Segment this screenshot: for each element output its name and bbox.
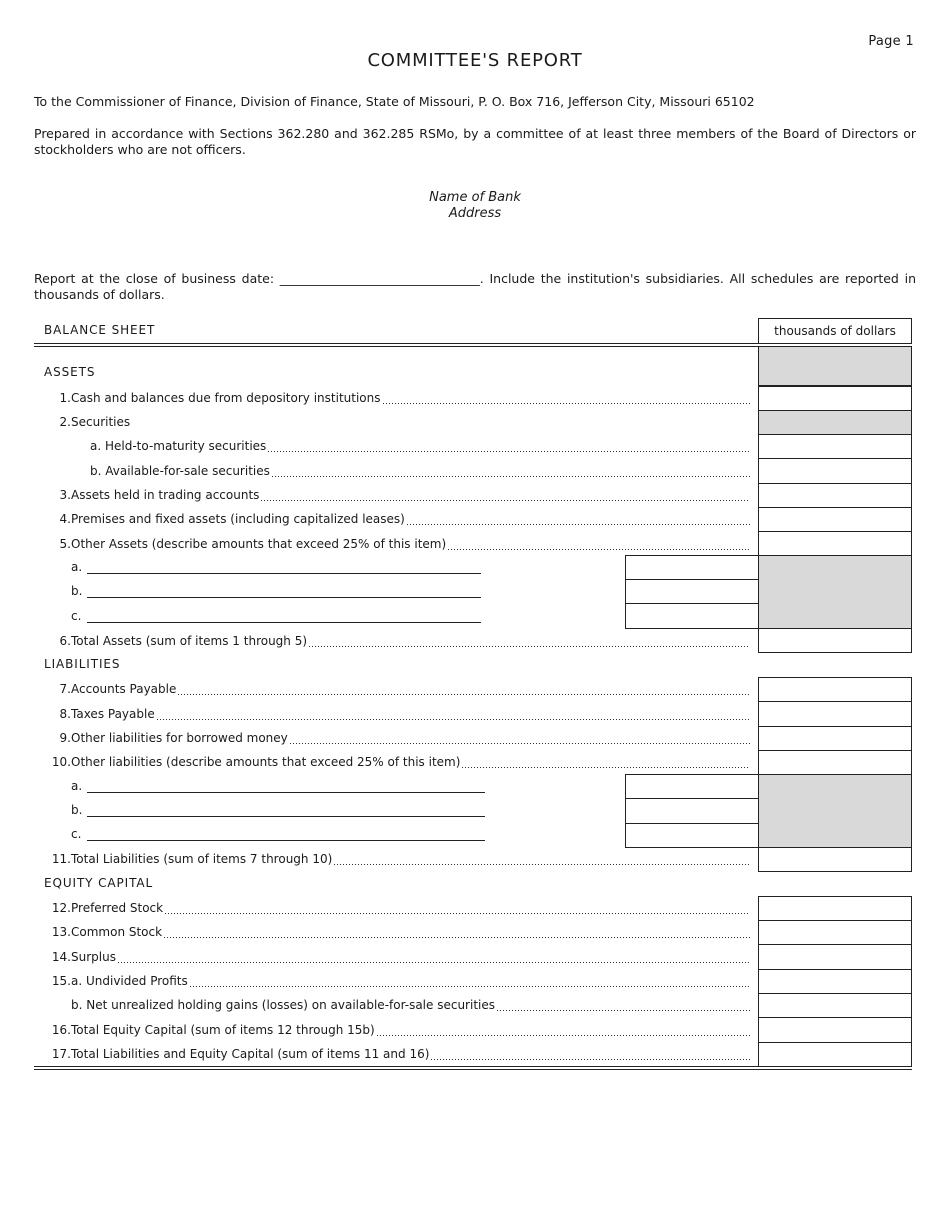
total-equity-amount-input[interactable]	[758, 1017, 912, 1043]
footer-rule-top	[34, 1066, 912, 1067]
other-assets-shaded-cell	[758, 555, 912, 629]
item-number: 8.	[59, 707, 71, 721]
leader-dots	[406, 512, 750, 526]
asset-1-amount-input[interactable]	[758, 386, 912, 411]
liability-sub-c-description[interactable]	[87, 840, 485, 841]
other-liabilities-shaded-cell	[758, 774, 912, 848]
leader-dots	[447, 537, 750, 551]
asset-sub-a-description[interactable]	[87, 573, 481, 574]
column-header-thousands: thousands of dollars	[758, 318, 912, 344]
item-number: 7.	[59, 682, 71, 696]
item-label: Total Liabilities and Equity Capital (sum of items 11 and 16)	[71, 1047, 430, 1061]
asset-row-1	[44, 387, 750, 405]
leader-dots	[376, 1023, 750, 1037]
item-label: Assets held in trading accounts	[71, 488, 260, 502]
item-label: Preferred Stock	[71, 901, 164, 915]
item-number: 15.	[51, 974, 71, 988]
equity-row-12	[44, 897, 750, 915]
equity-row-15a	[44, 970, 750, 988]
leader-dots	[189, 974, 750, 988]
page-number: Page 1	[868, 34, 914, 49]
liabilities-heading: LIABILITIES	[44, 657, 121, 671]
total-liabilities-equity-amount-input[interactable]	[758, 1042, 912, 1067]
leader-dots	[260, 488, 750, 502]
asset-5-amount-input[interactable]	[758, 531, 912, 556]
asset-row-4	[44, 508, 750, 526]
liability-sub-a-description[interactable]	[87, 792, 485, 793]
leader-dots	[177, 682, 750, 696]
item-number: 1.	[59, 391, 71, 405]
liability-8-amount-input[interactable]	[758, 701, 912, 727]
item-number: 3.	[59, 488, 71, 502]
equity-heading: EQUITY CAPITAL	[44, 876, 154, 890]
balance-sheet-heading: BALANCE SHEET	[44, 323, 156, 337]
page-title: COMMITTEE'S REPORT	[367, 50, 583, 71]
equity-row-15b	[44, 994, 750, 1012]
liability-sub-b-letter: b.	[71, 803, 83, 817]
item-label: Other liabilities for borrowed money	[71, 731, 288, 745]
leader-dots	[496, 998, 750, 1012]
item-label: Total Assets (sum of items 1 through 5)	[71, 634, 308, 648]
asset-sub-b-description[interactable]	[87, 597, 481, 598]
leader-dots	[271, 464, 750, 478]
item-number: 6.	[59, 634, 71, 648]
liability-row-11-total	[44, 848, 750, 866]
assets-shaded-cell	[758, 346, 912, 386]
asset-row-2b	[44, 460, 750, 478]
equity-12-amount-input[interactable]	[758, 896, 912, 921]
liability-9-amount-input[interactable]	[758, 726, 912, 751]
item-label: Total Equity Capital (sum of items 12 through 15b)	[71, 1023, 375, 1037]
item-number: 12.	[51, 901, 71, 915]
asset-sub-c-description[interactable]	[87, 622, 481, 623]
leader-dots	[163, 925, 750, 939]
asset-row-2	[44, 411, 750, 429]
item-number: 17.	[51, 1047, 71, 1061]
asset-sub-b-amount-input[interactable]	[625, 579, 759, 604]
item-number: 14.	[51, 950, 71, 964]
addressee-line: To the Commissioner of Finance, Division of Finance, State of Missouri, P. O. Box 716, Jefferson City, Missouri 65102	[34, 94, 755, 109]
leader-dots	[430, 1047, 750, 1061]
asset-row-2a	[44, 435, 750, 453]
asset-3-amount-input[interactable]	[758, 483, 912, 508]
item-number: 2.	[59, 415, 71, 429]
bank-name: Name of Bank	[429, 190, 521, 205]
equity-row-14	[44, 946, 750, 964]
item-label: Common Stock	[71, 925, 163, 939]
assets-heading: ASSETS	[44, 365, 96, 379]
asset-sub-b-letter: b.	[71, 584, 83, 598]
asset-sub-c-letter: c.	[71, 609, 82, 623]
leader-dots	[308, 634, 750, 648]
item-number: 10.	[51, 755, 71, 769]
item-number: 16.	[51, 1023, 71, 1037]
asset-4-amount-input[interactable]	[758, 507, 912, 532]
leader-dots	[382, 391, 751, 405]
leader-dots	[267, 439, 750, 453]
equity-15b-amount-input[interactable]	[758, 993, 912, 1018]
item-label: Taxes Payable	[71, 707, 155, 721]
item-label: Securities	[71, 415, 131, 429]
asset-row-5	[44, 533, 750, 551]
header-rule-top	[34, 343, 912, 344]
leader-dots	[461, 755, 750, 769]
equity-14-amount-input[interactable]	[758, 944, 912, 970]
equity-row-13	[44, 921, 750, 939]
liability-10-amount-input[interactable]	[758, 750, 912, 775]
item-number: 9.	[59, 731, 71, 745]
item-label: Cash and balances due from depository institutions	[71, 391, 381, 405]
liability-row-8	[44, 703, 750, 721]
item-label: b. Net unrealized holding gains (losses) on available-for-sale securities	[71, 998, 495, 1012]
item-label: a. Undivided Profits	[71, 974, 188, 988]
equity-13-amount-input[interactable]	[758, 920, 912, 945]
liability-row-10	[44, 751, 750, 769]
liability-sub-c-letter: c.	[71, 827, 82, 841]
asset-sub-a-amount-input[interactable]	[625, 555, 759, 580]
asset-sub-c-amount-input[interactable]	[625, 603, 759, 629]
item-number: 4.	[59, 512, 71, 526]
item-label: a. Held-to-maturity securities	[90, 439, 267, 453]
item-label: b. Available-for-sale securities	[90, 464, 270, 478]
item-number: 13.	[51, 925, 71, 939]
total-liabilities-amount-input[interactable]	[758, 847, 912, 872]
leader-dots	[117, 950, 750, 964]
equity-row-16-total	[44, 1019, 750, 1037]
securities-shaded-cell	[758, 410, 912, 435]
asset-2b-amount-input[interactable]	[758, 458, 912, 484]
asset-sub-a-letter: a.	[71, 560, 83, 574]
liability-sub-b-description[interactable]	[87, 816, 485, 817]
liability-sub-a-letter: a.	[71, 779, 83, 793]
item-label: Surplus	[71, 950, 116, 964]
leader-dots	[289, 731, 750, 745]
total-assets-amount-input[interactable]	[758, 628, 912, 653]
prepared-statement: Prepared in accordance with Sections 362.280 and 362.285 RSMo, by a committee of at least three members of the Board of Directors or stockholders who are not officers.	[34, 126, 916, 157]
report-date-line: Report at the close of business date: ________________________________. Include the institution's subsidiaries. All schedules are reported in thousands of dollars.	[34, 271, 916, 302]
leader-dots	[156, 707, 750, 721]
liability-sub-c-amount-input[interactable]	[625, 823, 759, 848]
liability-row-7	[44, 678, 750, 696]
item-number: 5.	[59, 537, 71, 551]
liability-row-9	[44, 727, 750, 745]
bank-address: Address	[448, 206, 502, 221]
liability-sub-a-amount-input[interactable]	[625, 774, 759, 799]
footer-rule-bottom	[34, 1069, 912, 1070]
asset-2a-amount-input[interactable]	[758, 434, 912, 459]
liability-7-amount-input[interactable]	[758, 677, 912, 702]
equity-row-17-grand-total	[44, 1043, 750, 1061]
item-label: Total Liabilities (sum of items 7 through 10)	[71, 852, 333, 866]
item-label: Other liabilities (describe amounts that exceed 25% of this item)	[71, 755, 461, 769]
liability-sub-b-amount-input[interactable]	[625, 798, 759, 824]
leader-dots	[333, 852, 750, 866]
asset-row-6-total	[44, 630, 750, 648]
item-label: Accounts Payable	[71, 682, 177, 696]
item-label: Premises and fixed assets (including capitalized leases)	[71, 512, 405, 526]
leader-dots	[164, 901, 750, 915]
asset-row-3	[44, 484, 750, 502]
item-number: 11.	[51, 852, 71, 866]
item-label: Other Assets (describe amounts that exceed 25% of this item)	[71, 537, 447, 551]
equity-15a-amount-input[interactable]	[758, 969, 912, 994]
